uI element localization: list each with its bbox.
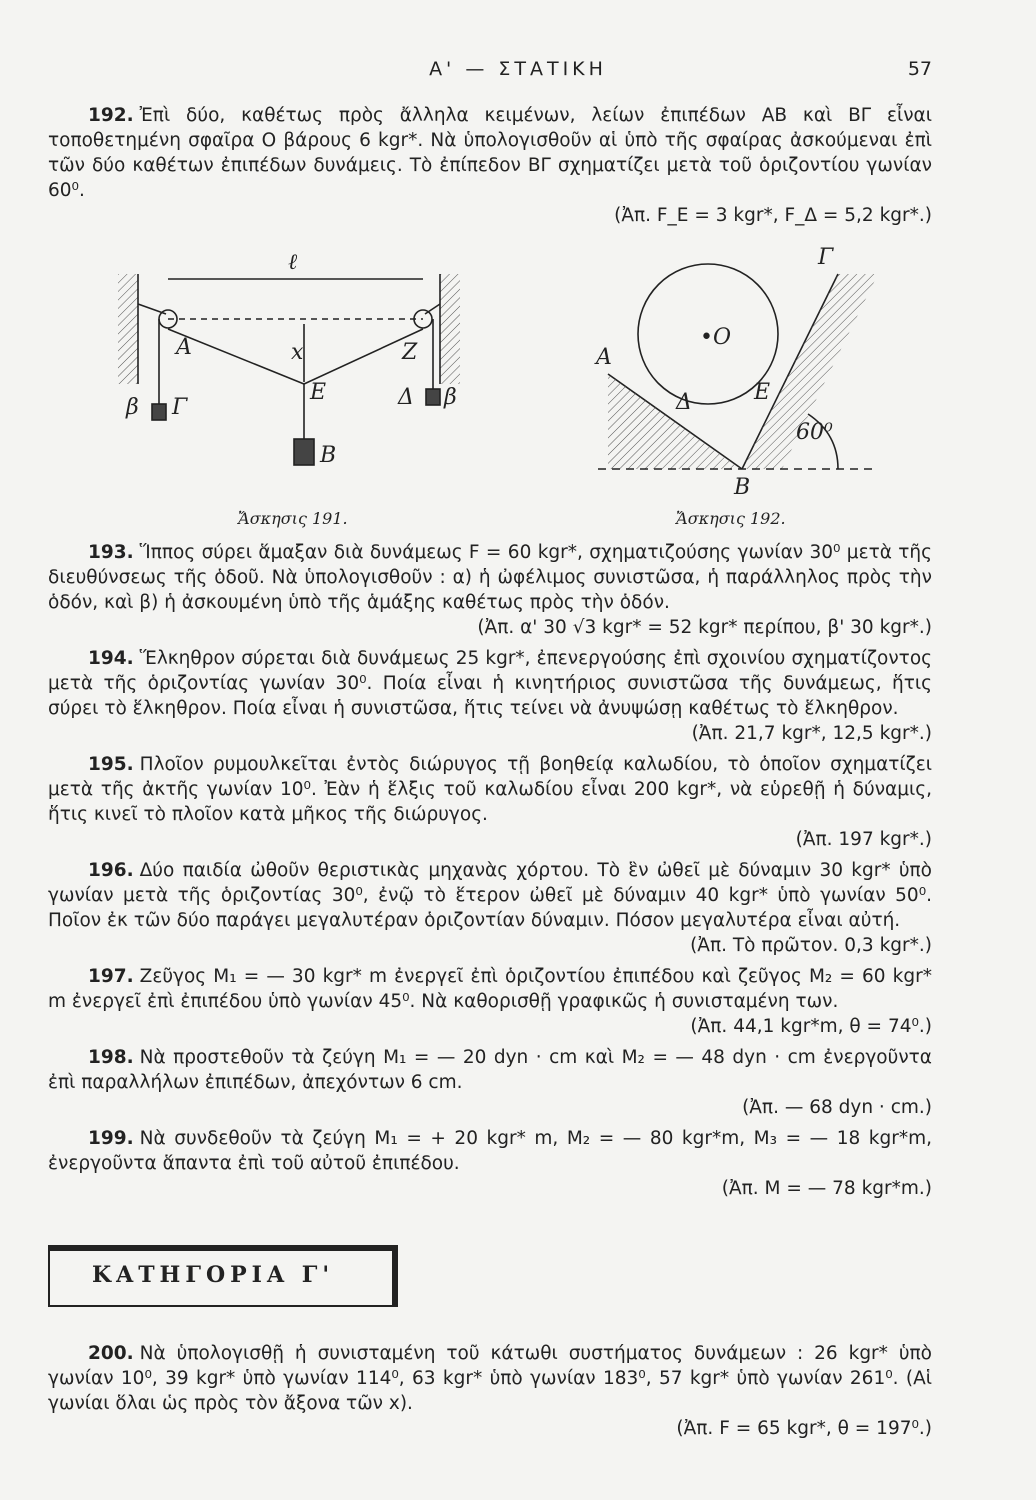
running-head: Α' — ΣΤΑΤΙΚΗ (429, 58, 607, 80)
bracket-left (138, 304, 166, 314)
problem-text: Νὰ συνδεθοῦν τὰ ζεύγη M₁ = + 20 kgr* m, M₂ = — 80 kgr*m, M₃ = — 18 kgr*m, ἐνεργοῦντα ἅπαντα ἐπὶ τοῦ αὐτοῦ ἐπιπέδου. (48, 1128, 932, 1174)
label-a-192: A (596, 345, 612, 370)
label-b: B (320, 443, 337, 468)
problem-text: Νὰ προστεθοῦν τὰ ζεύγη M₁ = — 20 dyn · cm καὶ M₂ = — 48 dyn · cm ἐνεργοῦντα ἐπὶ παραλλήλων ἐπιπέδων, ἀπεχόντων 6 cm. (48, 1047, 932, 1093)
problem-194 (48, 646, 932, 746)
problem-number: 197. (88, 966, 134, 987)
problem-answer: (Ἀπ. 197 kgr*.) (795, 829, 932, 850)
caption-192: Ἄσκησις 192. (676, 509, 786, 528)
problem-193 (48, 540, 932, 640)
problem-197 (48, 964, 932, 1039)
label-60: 60⁰ (796, 420, 833, 445)
figures-row (48, 234, 932, 534)
label-beta-left: β (126, 395, 139, 420)
label-e: E (310, 380, 327, 405)
label-e-192: E (754, 380, 771, 405)
label-o: •O (700, 325, 732, 350)
problem-number: 194. (88, 648, 134, 669)
problem-192 (48, 103, 932, 228)
label-beta-right: β (444, 385, 457, 410)
problem-text: Ἵππος σύρει ἅμαξαν διὰ δυνάμεως F = 60 kgr*, σχηματιζούσης γωνίαν 30⁰ μετὰ τῆς διευθύνσεως τῆς ὁδοῦ. Νὰ ὑπολογισθοῦν : α) ἡ ὠφέλιμος συνιστῶσα, ἡ παράλληλος πρὸς τὴν ὁδόν, καὶ β) ἡ ἀσκουμένη ὑπὸ τῆς ἁμάξης καθέτως πρὸς τὴν ὁδόν. (48, 542, 932, 613)
problem-number: 200. (88, 1343, 134, 1364)
problem-number: 193. (88, 542, 134, 563)
label-a: A (176, 335, 192, 360)
label-l: ℓ (288, 250, 298, 275)
problem-answer: (Ἀπ. — 68 dyn · cm.) (742, 1097, 932, 1118)
problem-195 (48, 752, 932, 852)
figures-svg (48, 234, 932, 534)
label-gamma: Γ (172, 395, 188, 420)
problem-answer: (Ἀπ. M = — 78 kgr*m.) (721, 1178, 932, 1199)
problem-text: Ζεῦγος M₁ = — 30 kgr* m ἐνεργεῖ ἐπὶ ὁριζοντίου ἐπιπέδου καὶ ζεῦγος M₂ = 60 kgr* m ἐνεργεῖ ἐπὶ ἐπιπέδου ὑπὸ γωνίαν 45⁰. Νὰ καθορισθῇ γραφικῶς ἡ συνισταμένη των. (48, 966, 932, 1012)
problem-200 (48, 1341, 932, 1441)
category-heading-box (48, 1245, 398, 1307)
category-title: ΚΑΤΗΓΟΡΙΑ Γ' (92, 1262, 335, 1288)
left-wall (118, 274, 138, 384)
weight-delta (426, 389, 440, 405)
label-delta: Δ (398, 385, 414, 410)
problem-answer: (Ἀπ. 21,7 kgr*, 12,5 kgr*.) (691, 723, 932, 744)
label-z: Z (402, 340, 418, 365)
problem-text: Ἐπὶ δύο, καθέτως πρὸς ἄλληλα κειμένων, λείων ἐπιπέδων ΑΒ καὶ ΒΓ εἶναι τοποθετημένη σφαῖρα Ο βάρους 6 kgr*. Νὰ ὑπολογισθοῦν αἱ ὑπὸ τῆς σφαίρας ἀσκούμεναι ἐπὶ τῶν δύο καθέτων ἐπιπέδων δυνάμεις. Τὸ ἐπίπεδον ΒΓ σχηματίζει μετὰ τοῦ ὁριζοντίου γωνίαν 60⁰. (48, 105, 932, 201)
problem-number: 196. (88, 860, 134, 881)
label-delta-192: Δ (676, 390, 692, 415)
bracket-right (425, 304, 440, 314)
caption-191: Ἄσκησις 191. (238, 509, 348, 528)
problem-198 (48, 1045, 932, 1120)
problem-text: Δύο παιδία ὠθοῦν θεριστικὰς μηχανὰς χόρτου. Τὸ ἓν ὠθεῖ μὲ δύναμιν 30 kgr* ὑπὸ γωνίαν μετὰ τῆς ὁριζοντίας 30⁰, ἐνῷ τὸ ἕτερον ὠθεῖ μὲ δύναμιν 40 kgr* ὑπὸ γωνίαν 50⁰. Ποῖον ἐκ τῶν δύο παράγει μεγαλυτέραν ὁριζοντίαν δύναμιν. Πόσον μεγαλυτέρα εἶναι αὐτή. (48, 860, 932, 931)
problem-196 (48, 858, 932, 958)
label-b-192: B (734, 475, 751, 500)
problem-answer: (Ἀπ. F_E = 3 kgr*, F_Δ = 5,2 kgr*.) (614, 205, 932, 226)
problem-answer: (Ἀπ. 44,1 kgr*m, θ = 74⁰.) (690, 1016, 932, 1037)
problem-text: Νὰ ὑπολογισθῇ ἡ συνισταμένη τοῦ κάτωθι συστήματος δυνάμεων : 26 kgr* ὑπὸ γωνίαν 10⁰, 39 kgr* ὑπὸ γωνίαν 114⁰, 63 kgr* ὑπὸ γωνίαν 183⁰, 57 kgr* ὑπὸ γωνίαν 261⁰. (Αἱ γωνίαι ὅλαι ὡς πρὸς τὸν ἄξονα τῶν x). (48, 1343, 932, 1414)
label-x: x (291, 340, 304, 365)
label-gamma-192: Γ (818, 245, 834, 270)
problem-199 (48, 1126, 932, 1201)
weight-b (294, 439, 314, 465)
problem-answer: (Ἀπ. Τὸ πρῶτον. 0,3 kgr*.) (690, 935, 932, 956)
problem-number: 192. (88, 105, 134, 126)
problem-number: 195. (88, 754, 134, 775)
problem-answer: (Ἀπ. α' 30 √3 kgr* = 52 kgr* περίπου, β' 30 kgr*.) (477, 617, 932, 638)
page-content (48, 103, 932, 1447)
weight-gamma (152, 404, 166, 420)
problem-number: 199. (88, 1128, 134, 1149)
problem-text: Ἕλκηθρον σύρεται διὰ δυνάμεως 25 kgr*, ἐπενεργούσης ἐπὶ σχοινίου σχηματίζοντος μετὰ τῆς ὁριζοντίας γωνίαν 30⁰. Ποία εἶναι ἡ κινητήριος συνιστῶσα τῆς δυνάμεως, ἥτις σύρει τὸ ἕλκηθρον. Ποία εἶναι ἡ συνιστῶσα, ἥτις τείνει νὰ ἀνυψώσῃ καθέτως τὸ ἕλκηθρον. (48, 648, 932, 719)
problem-text: Πλοῖον ρυμουλκεῖται ἐντὸς διώρυγος τῇ βοηθείᾳ καλωδίου, τὸ ὁποῖον σχηματίζει μετὰ τῆς ἀκτῆς γωνίαν 10⁰. Ἐὰν ἡ ἕλξις τοῦ καλωδίου εἶναι 200 kgr*, νὰ εὑρεθῇ ἡ δύναμις, ἥτις κινεῖ τὸ πλοῖον κατὰ μῆκος τῆς διώρυγος. (48, 754, 932, 825)
right-wall (440, 274, 460, 384)
page-number: 57 (907, 58, 932, 80)
problem-number: 198. (88, 1047, 134, 1068)
page-header (0, 58, 1036, 88)
problem-answer: (Ἀπ. F = 65 kgr*, θ = 197⁰.) (676, 1418, 932, 1439)
